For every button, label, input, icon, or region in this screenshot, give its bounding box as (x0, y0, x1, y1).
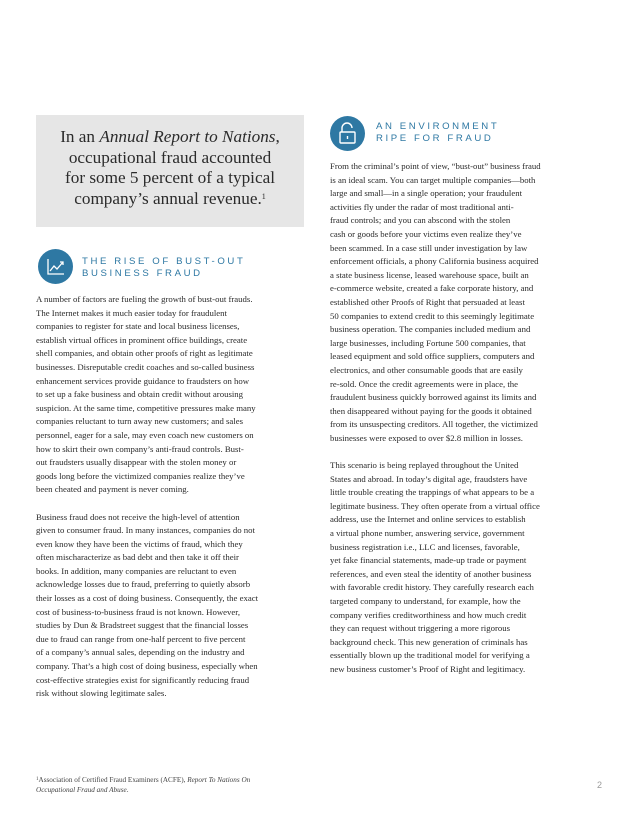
left-column-text (36, 293, 258, 701)
footnote-marker: 1 (36, 777, 39, 782)
paragraph-line: established other Proofs of Right that persuaded at least (330, 296, 525, 307)
paragraph-line: cost-effective strategies exist for significantly reducing fraud (36, 674, 250, 685)
paragraph-line: companies reluctant to turn away new customers; and sales (36, 416, 244, 427)
paragraph-line: often mischaracterize as bad debt and then take it off their (36, 552, 239, 563)
paragraph-line: establish virtual offices in prominent office buildings, create (36, 334, 248, 345)
paragraph-line: then disappeared without paying for the goods it obtained (330, 405, 532, 416)
paragraph-line: out fraudsters usually disappear with the stolen money or (36, 457, 237, 468)
paragraph-line: a state business license, leased warehouse space, built an (330, 269, 529, 280)
paragraph-line: large and small—in a single operation; your fraudulent (330, 188, 523, 199)
paragraph-line: e-commerce website, created a fake corporate history, and (330, 283, 534, 294)
footnote (36, 775, 250, 795)
paragraph-line: little trouble creating the trappings of what appears to be a (330, 487, 535, 498)
paragraph-line: shell companies, and obtain other proofs of right as legitimate (36, 348, 253, 359)
paragraph-line: cash or goods before your victims even realize they’ve (330, 228, 522, 239)
footnote-text: Association of Certified Fraud Examiners (ACFE), (38, 776, 188, 784)
paragraph-line: essentially blown up the traditional model for verifying a (330, 650, 530, 661)
report-title: Annual Report to Nations (99, 127, 276, 146)
paragraph-line: studies by Dun & Bradstreet suggest that the financial losses (36, 620, 249, 631)
paragraph-line: books. In addition, many companies are reluctant to even (36, 565, 237, 576)
paragraph-line: how to skirt their own company’s anti-fraud controls. Bust- (36, 443, 244, 454)
paragraph-line: From the criminal’s point of view, “bust-out” business fraud (330, 161, 541, 171)
section-heading-environment (376, 121, 499, 145)
paragraph-line: suspicion. At the same time, competitive pressures make many (36, 402, 256, 413)
paragraph-line: of a company’s annual sales, depending on the industry and (36, 647, 245, 658)
paragraph-line: re-sold. Once the credit agreements were in place, the (330, 378, 519, 389)
paragraph-line: even know they have been the victims of fraud, which they (36, 538, 243, 549)
paragraph-line: enforcement officials, a phony California business acquired (330, 256, 539, 267)
paragraph-line: This scenario is being replayed throughout the United (330, 460, 519, 471)
footnote-title: Report To Nations On (187, 776, 251, 784)
trend-chart-icon (38, 249, 73, 284)
footnote-marker: 1 (261, 191, 266, 201)
paragraph-line: references, and even steal the identity of another business (330, 568, 532, 579)
paragraph-line: leased equipment and sold office suppliers, computers and (330, 351, 535, 362)
paragraph-line: their losses as a cost of doing business. Consequently, the exact (36, 593, 259, 604)
paragraph-line: cost of business-to-business fraud is not known. However, (36, 606, 241, 617)
paragraph-line: Business fraud does not receive the high-level of attention (36, 511, 240, 522)
paragraph-line: is an ideal scam. You can target multiple companies—both (330, 174, 536, 185)
paragraph-line: company. That’s a high cost of doing business, especially when (36, 661, 258, 672)
section-heading-line: BUSINESS FRAUD (82, 268, 203, 279)
pull-quote-line: , (275, 127, 280, 146)
paragraph-line: activities fly under the radar of most traditional anti- (330, 201, 514, 212)
paragraph-line: business operation. The companies included medium and (330, 324, 531, 335)
paragraph-line: States and abroad. In today’s digital age, fraudsters have (330, 473, 528, 484)
paragraph-gap (36, 497, 258, 511)
paragraph-line: with favorable credit history. They carefully research each (330, 582, 534, 593)
paragraph-line: company verifies creditworthiness and how much credit (330, 609, 527, 620)
paragraph-line: a virtual phone number, answering service, government (330, 528, 525, 539)
paragraph-line: new business customer’s Proof of Right and legitimacy. (330, 663, 526, 674)
paragraph-line: businesses. Disreputable credit coaches and so-called business (36, 361, 255, 372)
paragraph-line: acknowledge losses due to fraud, preferring to quietly absorb (36, 579, 251, 590)
pull-quote-line: occupational fraud accounted (68, 147, 272, 167)
paragraph-line: goods long before the victimized companies realize they’ve (36, 470, 245, 481)
section-heading-line: THE RISE OF BUST-OUT (82, 256, 246, 267)
paragraph-line: they can request without triggering a more rigorous (330, 623, 511, 634)
paragraph-line: been cheated and payment is never coming. (36, 484, 189, 495)
paragraph-line: been scammed. In a case still under investigation by law (330, 242, 528, 253)
paragraph-line: enhancement services provide guidance to fraudsters on how (36, 375, 250, 386)
paragraph-line: risk without slowing legitimate sales. (36, 688, 167, 699)
paragraph-line: given to consumer fraud. In many instances, companies do not (36, 525, 255, 536)
pull-quote-line: company’s annual revenue. (74, 188, 262, 208)
paragraph-line: fraudulent business quickly borrowed against its limits and (330, 392, 537, 403)
paragraph-line: due to fraud can range from one-half percent to five percent (36, 633, 246, 644)
right-column-text (330, 160, 541, 677)
paragraph-line: legitimate business. They often operate from a virtual office (330, 500, 540, 511)
paragraph-line: yet fake financial statements, made-up trade or payment (330, 555, 527, 566)
paragraph-line: to set up a fake business and obtain credit without arousing (36, 389, 244, 400)
footnote-text: . (126, 786, 129, 794)
section-heading-bustout (82, 256, 245, 280)
paragraph-line: address, use the Internet and online services to establish (330, 514, 526, 525)
paragraph-line: electronics, and other consumable goods that are easily (330, 364, 523, 375)
paragraph-line: business registration i.e., LLC and licenses, favorable, (330, 541, 520, 552)
paragraph-line: businesses were exposed to over $2.8 million in losses. (330, 432, 523, 443)
pull-quote (46, 127, 294, 209)
section-heading-line: RIPE FOR FRAUD (376, 133, 494, 144)
paragraph-line: The Internet makes it much easier today for fraudulent (36, 307, 227, 318)
paragraph-line: A number of factors are fueling the growth of bust-out frauds. (36, 294, 253, 304)
pull-quote-line: for some 5 percent of a typical (65, 168, 275, 187)
paragraph-gap (330, 445, 541, 459)
paragraph-line: targeted company to understand, for example, how the (330, 596, 521, 606)
pull-quote-line: In an (60, 127, 100, 146)
paragraph-line: personnel, eager for a sale, may even coach new customers on (36, 429, 254, 440)
paragraph-line: 50 companies to extend credit to this seemingly legitimate (330, 310, 535, 321)
paragraph-line: fraud controls; and you can abscond with the stolen (330, 215, 511, 226)
page-number: 2 (596, 780, 602, 790)
section-heading-line: AN ENVIRONMENT (376, 121, 500, 132)
paragraph-line: from its unsuspecting creditors. All together, the victimized (330, 419, 538, 430)
paragraph-line: background check. This new generation of criminals has (330, 636, 528, 647)
paragraph-line: large businesses, including Fortune 500 companies, that (330, 337, 526, 348)
paragraph-line: companies to register for state and local business licenses, (36, 321, 240, 332)
footnote-title: Occupational Fraud and Abuse (36, 786, 127, 794)
open-padlock-icon (330, 116, 365, 151)
